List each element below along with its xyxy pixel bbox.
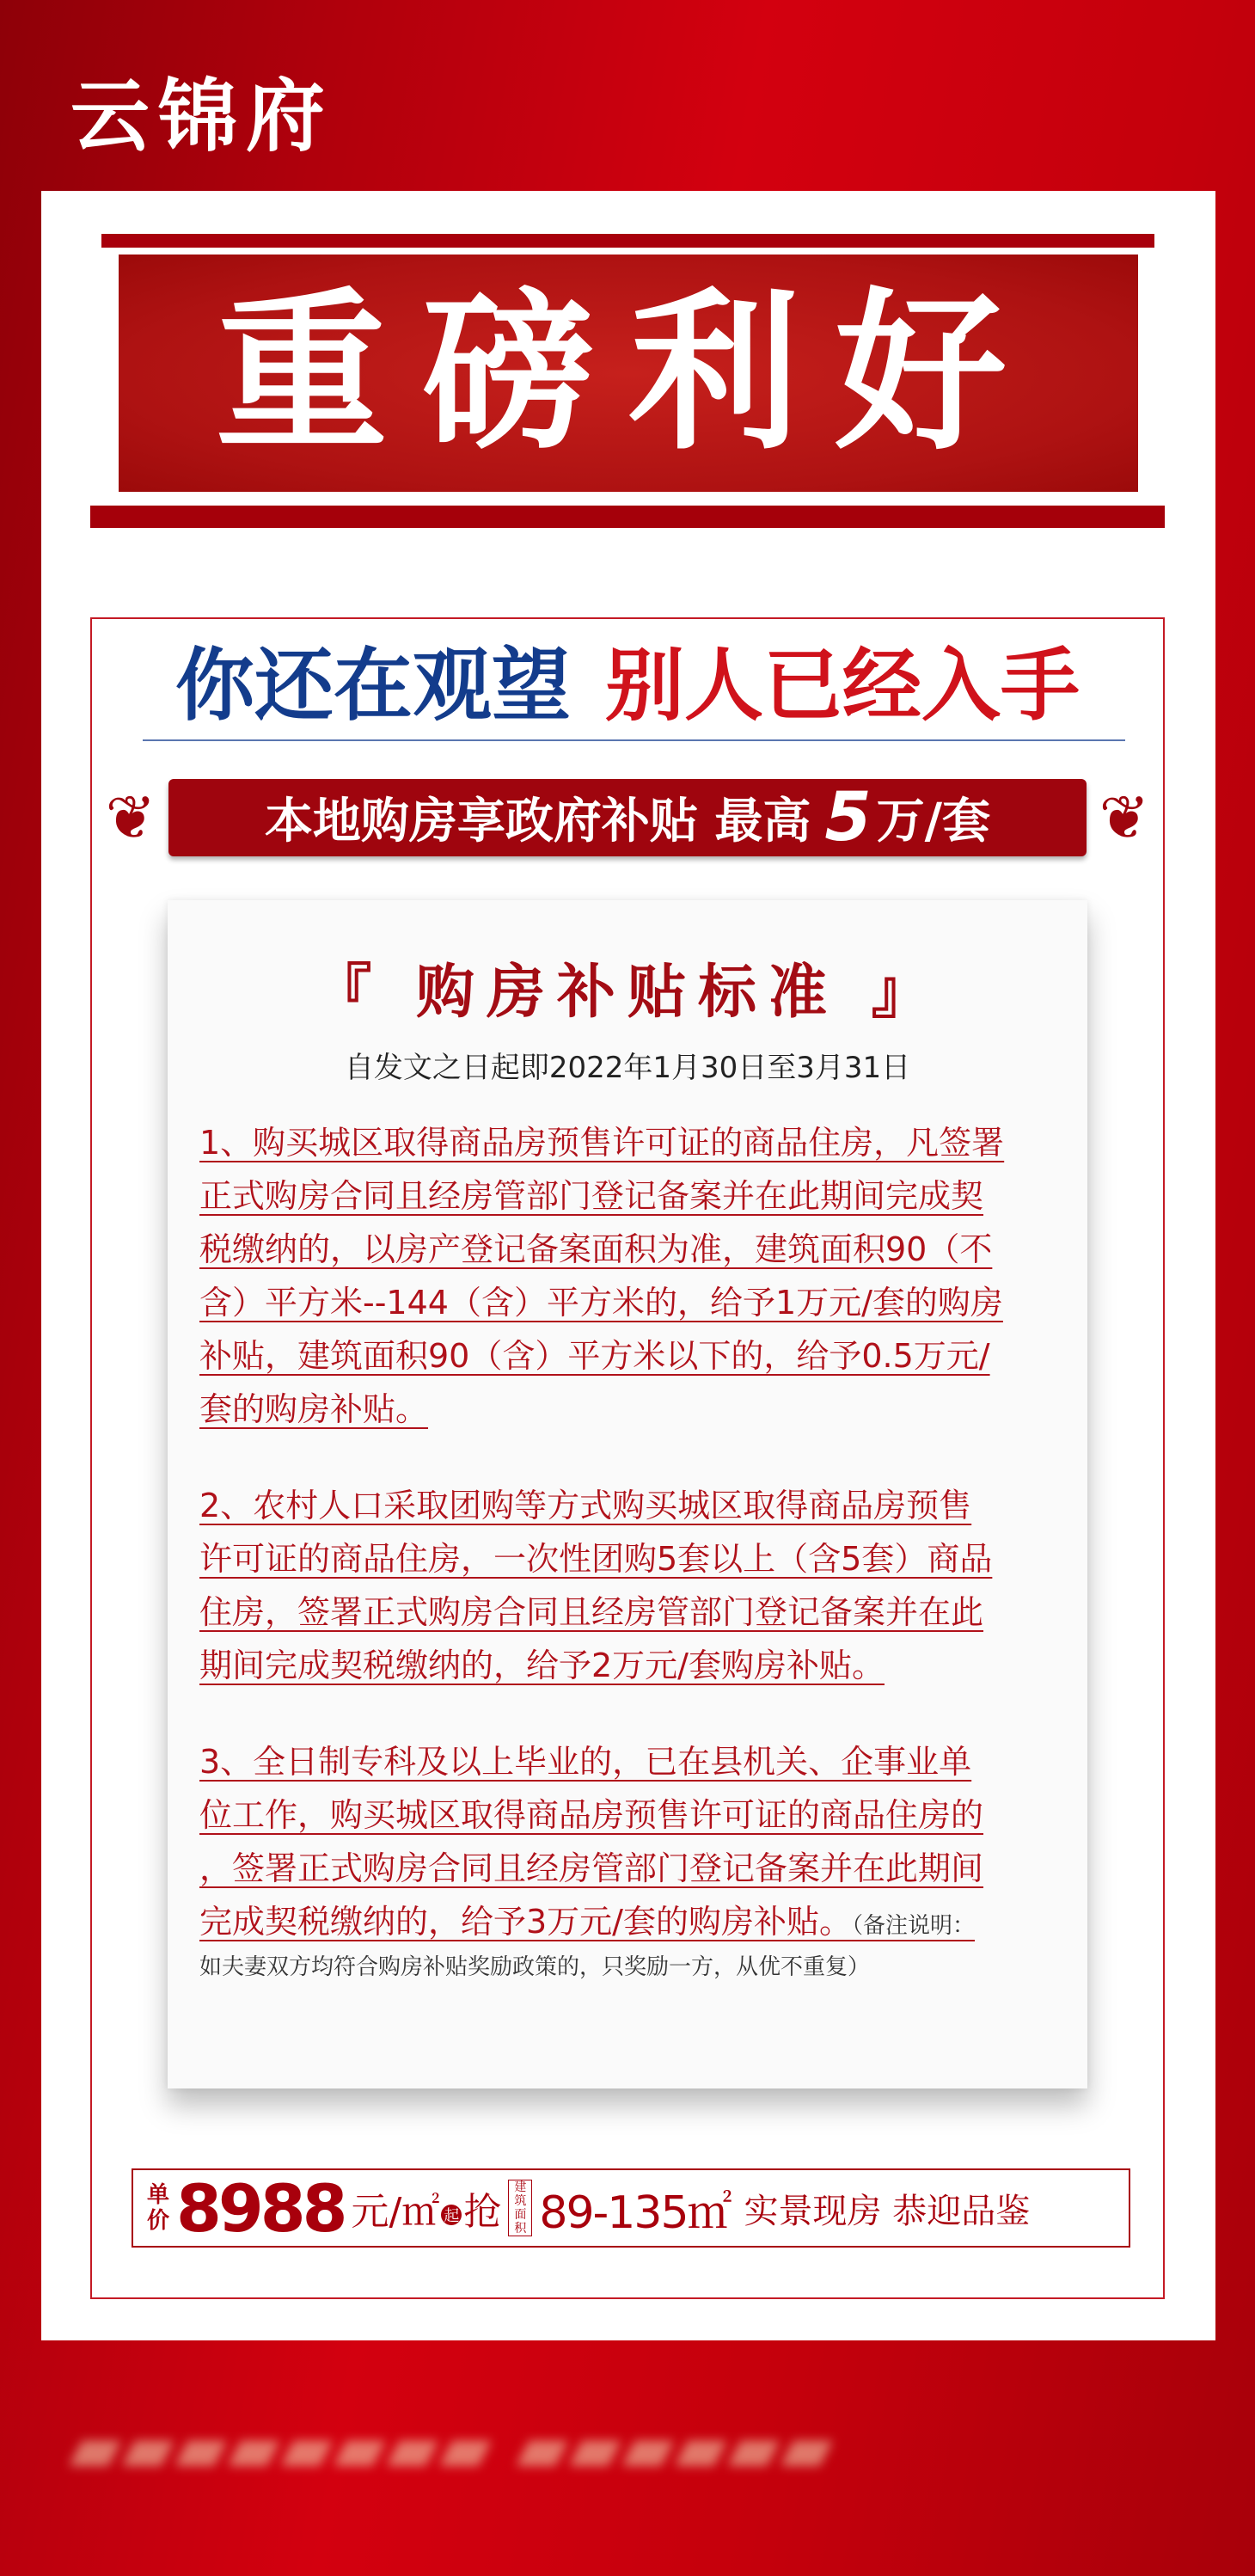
- headline-underline: [143, 739, 1125, 741]
- policy-line: 3、全日制专科及以上毕业的，已在县机关、企事业单: [199, 1743, 972, 1781]
- price-label: 单价: [147, 2182, 170, 2234]
- price-value: 8988: [176, 2169, 345, 2247]
- headline: [90, 638, 1165, 733]
- policy-line: 税缴纳的，以房产登记备案面积为准，建筑面积90（不: [199, 1230, 993, 1268]
- hero-title: 重磅利好: [215, 272, 1041, 474]
- area-range: 89-135㎡: [539, 2187, 731, 2239]
- policy-line: 套的购房补贴。: [199, 1390, 429, 1428]
- policy-line: ，签署正式购房合同且经房管部门登记备案并在此期间: [199, 1849, 984, 1887]
- price-box: [132, 2168, 1130, 2248]
- banner-unit: 万/套: [876, 794, 991, 849]
- price-unit: 元/㎡: [351, 2190, 440, 2234]
- banner-text: 本地购房享政府补贴 最高: [264, 794, 811, 849]
- price-tagline: 实景现房 恭迎品鉴: [744, 2191, 1031, 2231]
- price-grab: 抢: [463, 2190, 502, 2234]
- policy-note: 如夫妻双方均符合购房补贴奖励政策的，只奖励一方，从优不重复）: [199, 1954, 871, 1980]
- policy-line: 补贴，建筑面积90（含）平方米以下的，给予0.5万元/: [199, 1337, 990, 1375]
- hero-banner: [119, 255, 1138, 492]
- policy-line: 住房，签署正式购房合同且经房管部门登记备案并在此: [199, 1593, 984, 1631]
- headline-left: 你还在观望: [174, 639, 571, 732]
- price-badge: 起: [441, 2205, 462, 2225]
- blurred-decorative-text: ▰▰▰▰▰▰▰▰ ▰▰▰▰▰▰: [69, 2407, 834, 2487]
- policy-date: 自发文之日起即2022年1月30日至3月31日: [344, 1051, 911, 1085]
- policy-item-1: [199, 1116, 1068, 1436]
- policy-line: 许可证的商品住房，一次性团购5套以上（含5套）商品: [199, 1540, 993, 1578]
- policy-line: 含）平方米--144（含）平方米的，给予1万元/套的购房: [199, 1284, 1003, 1322]
- brand-logo: 云锦府: [70, 70, 334, 163]
- headline-right: 别人已经入手: [605, 639, 1081, 732]
- policy-line: 期间完成契税缴纳的，给予2万元/套购房补贴。: [199, 1647, 885, 1684]
- cloud-ornament-right-icon: ❦: [1099, 782, 1150, 853]
- subsidy-banner: [168, 779, 1087, 856]
- policy-line: 正式购房合同且经房管部门登记备案并在此期间完成契: [199, 1177, 984, 1215]
- policy-line: 完成契税缴纳的，给予3万元/套的购房补贴。: [199, 1903, 852, 1941]
- bottom-divider-bar: [90, 506, 1165, 528]
- policy-line: 1、购买城区取得商品房预售许可证的商品住房，凡签署: [199, 1124, 1005, 1162]
- policy-item-3: [199, 1735, 1068, 1982]
- top-divider-bar: [101, 234, 1154, 248]
- cloud-ornament-left-icon: ❦: [105, 782, 156, 853]
- area-tag: 建筑面积: [508, 2180, 532, 2236]
- policy-note-start: （备注说明：: [851, 1913, 975, 1939]
- banner-amount: 5: [824, 779, 872, 856]
- policy-line: 2、农村人口采取团购等方式购买城区取得商品房预售: [199, 1487, 972, 1524]
- policy-line: 位工作，购买城区取得商品房预售许可证的商品住房的: [199, 1796, 984, 1834]
- policy-title: 『 购房补贴标准 』: [313, 959, 942, 1027]
- policy-body: [199, 1116, 1068, 1982]
- policy-item-2: [199, 1479, 1068, 1692]
